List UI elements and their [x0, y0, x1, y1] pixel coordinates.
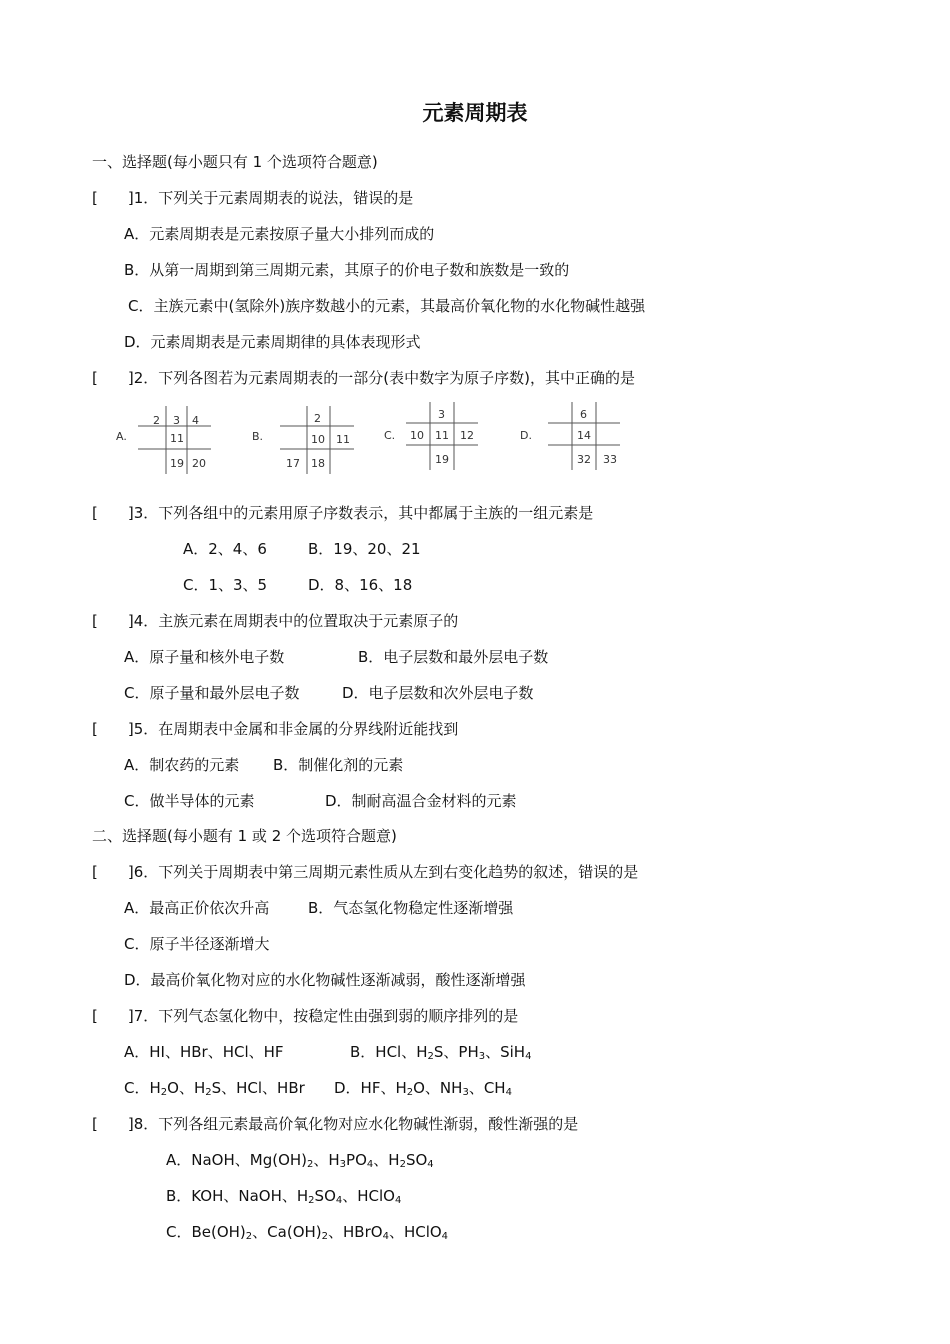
figure-a-label: A.: [116, 430, 127, 443]
figure-c-number: 3: [438, 408, 445, 421]
section-heading-1: 一、选择题(每小题只有 1 个选项符合题意): [92, 153, 378, 171]
figure-c-number: 11: [435, 429, 449, 442]
question-7-stem: [ ]7．下列气态氢化物中，按稳定性由强到弱的顺序排列的是: [92, 1007, 519, 1025]
question-4-option-b: B．电子层数和最外层电子数: [358, 648, 549, 666]
figure-a-number: 11: [170, 432, 184, 445]
figure-d: [520, 402, 620, 470]
figure-b-number: 17: [286, 457, 300, 470]
figure-a-number: 4: [192, 414, 199, 427]
question-3-option-b: B．19、20、21: [308, 540, 421, 558]
question-6-option-b: B．气态氢化物稳定性逐渐增强: [308, 899, 514, 917]
question-1-option-a: A．元素周期表是元素按原子量大小排列而成的: [124, 225, 435, 243]
question-5-stem: [ ]5．在周期表中金属和非金属的分界线附近能找到: [92, 720, 459, 738]
question-7-option-d: D．HF、$H_2O$、$NH_3$、$CH_4$: [334, 1079, 512, 1098]
question-7-option-b: B．HCl、$H_2S$、$PH_3$、SiH$_4$: [350, 1043, 532, 1062]
question-4-option-d: D．电子层数和次外层电子数: [342, 684, 534, 702]
figure-b-number: 10: [311, 433, 325, 446]
question-8-option-c: C．$Be(OH)_2$、$Ca(OH)_2$、HBrO$_4$、HClO$_4$: [166, 1223, 449, 1242]
question-1-option-b: B．从第一周期到第三周期元素，其原子的价电子数和族数是一致的: [124, 261, 570, 279]
question-6-option-a: A．最高正价依次升高: [124, 899, 270, 917]
figure-c-number: 10: [410, 429, 424, 442]
figure-d-label: D.: [520, 429, 532, 442]
page-title: 元素周期表: [422, 101, 528, 125]
figure-d-number: 32: [577, 453, 591, 466]
question-5-option-d: D．制耐高温合金材料的元素: [325, 792, 517, 810]
figure-d-number: 6: [580, 408, 587, 421]
question-8-option-a: A．NaOH、$Mg(OH)_2$、$H_3PO_4$、$H_2SO_4$: [166, 1151, 434, 1170]
question-2-stem: [ ]2．下列各图若为元素周期表的一部分(表中数字为原子序数)，其中正确的是: [92, 369, 635, 387]
figure-b-number: 11: [336, 433, 350, 446]
question-5-option-a: A．制农药的元素: [124, 756, 240, 774]
question-3-option-d: D．8、16、18: [308, 576, 413, 594]
question-7-option-a: A．HI、HBr、HCl、HF: [124, 1043, 284, 1061]
question-4-option-c: C．原子量和最外层电子数: [124, 684, 300, 702]
figure-c-number: 12: [460, 429, 474, 442]
question-8-stem: [ ]8．下列各组元素最高价氧化物对应水化物碱性渐弱，酸性渐强的是: [92, 1115, 579, 1133]
question-1-option-d: D．元素周期表是元素周期律的具体表现形式: [124, 333, 421, 351]
question-2-figures: [0, 398, 950, 483]
figure-d-number: 33: [603, 453, 617, 466]
figure-b: [252, 406, 354, 474]
question-3-option-a: A．2、4、6: [183, 540, 267, 558]
question-4-stem: [ ]4．主族元素在周期表中的位置取决于元素原子的: [92, 612, 459, 630]
question-1-option-c: C．主族元素中(氢除外)族序数越小的元素，其最高价氧化物的水化物碱性越强: [128, 297, 646, 315]
question-6-option-c: C．原子半径逐渐增大: [124, 935, 270, 953]
periodic-table-fragments: [0, 398, 950, 483]
question-1-stem: [ ]1．下列关于元素周期表的说法，错误的是: [92, 189, 414, 207]
figure-c-number: 19: [435, 453, 449, 466]
question-3-option-c: C．1、3、5: [183, 576, 268, 594]
figure-c-label: C.: [384, 429, 396, 442]
section-heading-2: 二、选择题(每小题有 1 或 2 个选项符合题意): [92, 827, 397, 845]
question-6-stem: [ ]6．下列关于周期表中第三周期元素性质从左到右变化趋势的叙述，错误的是: [92, 863, 639, 881]
question-5-option-c: C．做半导体的元素: [124, 792, 255, 810]
figure-b-number: 18: [311, 457, 325, 470]
figure-a-number: 2: [153, 414, 160, 427]
question-3-stem: [ ]3．下列各组中的元素用原子序数表示，其中都属于主族的一组元素是: [92, 504, 594, 522]
question-7-option-c: C．$H_2O$、$H_2S$、HCl、HBr: [124, 1079, 305, 1098]
question-6-option-d: D．最高价氧化物对应的水化物碱性逐渐减弱，酸性逐渐增强: [124, 971, 526, 989]
question-5-option-b: B．制催化剂的元素: [273, 756, 404, 774]
figure-a-number: 19: [170, 457, 184, 470]
figure-a: [116, 406, 211, 474]
question-4-option-a: A．原子量和核外电子数: [124, 648, 285, 666]
figure-b-label: B.: [252, 430, 264, 443]
figure-a-number: 20: [192, 457, 206, 470]
figure-c: [384, 402, 478, 470]
figure-a-number: 3: [173, 414, 180, 427]
figure-d-number: 14: [577, 429, 591, 442]
question-8-option-b: B．KOH、NaOH、$H_2SO_4$、HClO$_4$: [166, 1187, 402, 1206]
figure-b-number: 2: [314, 412, 321, 425]
